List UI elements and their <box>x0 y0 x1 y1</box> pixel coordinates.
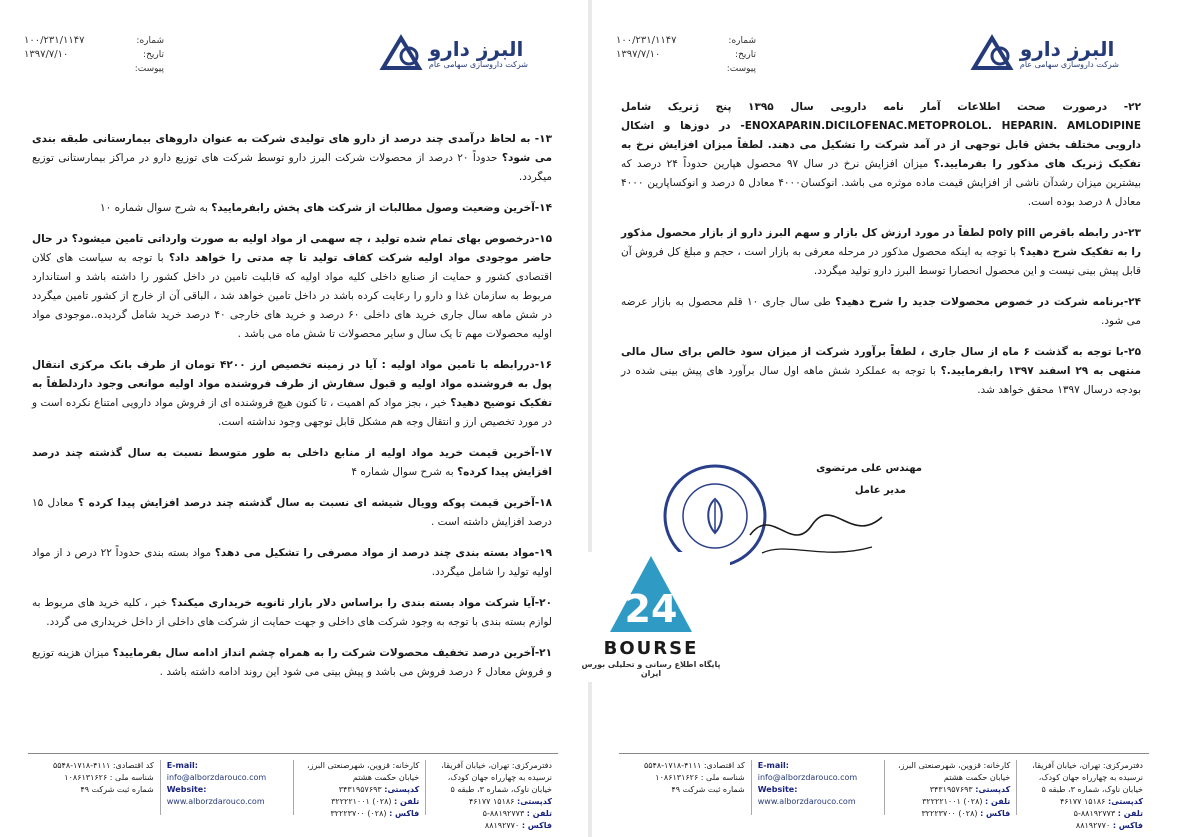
qa-paragraph <box>621 224 1141 281</box>
qa-paragraph <box>621 293 1141 331</box>
watermark-text: BOURSE <box>603 638 699 659</box>
footer-reg-no: شماره ثبت شرکت ۴۹ <box>671 785 745 794</box>
meta-number: ۱۰۰/۲۳۱/۱۱۴۷ <box>24 35 85 46</box>
footer-label: فاکس : <box>1112 821 1143 830</box>
question: ۲۰-آیا شرکت مواد بسته بندی را براساس دلار بازار ثانویه خریداری میکند؟ <box>171 597 552 609</box>
qa-paragraph <box>32 356 552 432</box>
footer-hq-fax: ۸۸۱۹۲۷۷۰ <box>484 821 520 830</box>
question: ۱۵-درخصوص بهای تمام شده تولید ، چه سهمی از مواد اولیه به صورت وارداتی تامین میشود؟ در حال حاضر موجودی مواد اولیه شرکت کفاف تولید تا چه مدتی را خواهد داد؟ <box>32 233 552 264</box>
footer-factory-postal: ۳۴۳۱۹۵۷۶۹۳ <box>338 785 382 794</box>
qa-paragraph <box>621 98 1141 212</box>
footer-ids <box>619 760 751 815</box>
meta-attachment-label: پیوست: <box>134 64 164 74</box>
answer: با توجه به عملکرد شش ماهه اول سال برآورد های پیش بینی شده در بودجه درسال ۱۳۹۷ محقق خواهد شد. <box>621 365 1141 396</box>
company-logo <box>970 34 1119 72</box>
footer-label: کدپستی: <box>975 785 1011 794</box>
answer: خیر ، بجز مواد کم اهمیت ، تا کنون هیچ فروشنده ای از فروش مواد دارویی امتناع نکرده است و در مورد تخصیص ارز و انتقال وجه هم مشکل قابل توجهی وجود نداشته است. <box>32 397 552 428</box>
bourse24-watermark <box>572 552 730 682</box>
footer-website-label: Website: <box>166 785 207 794</box>
meta-number-label: شماره: <box>728 36 756 46</box>
footer-label: کدپستی: <box>1108 797 1143 806</box>
qa-paragraph <box>32 544 552 582</box>
letter-meta <box>616 34 756 76</box>
qa-paragraph <box>32 199 552 218</box>
question: ۱۶-دررابطه با تامین مواد اولیه : آیا در زمینه تخصیص ارز ۴۲۰۰ تومان از طرف بانک مرکزی انتقال پول به فروشنده مواد اولیه و قبول سفارش از طرف فروشنده مواد اولیه موانعی وجود داردلطفاً به تفکیک توضیح دهید؟ <box>32 359 553 409</box>
footer-hq <box>425 760 558 830</box>
footer-email-label: E-mail: <box>757 761 789 770</box>
meta-date: ۱۳۹۷/۷/۱۰ <box>616 49 661 60</box>
footer-factory-address: کارخانه: قزوین، شهرصنعتی البرز، خیابان حکمت هشتم <box>898 761 1011 782</box>
footer-label: تلفن : <box>985 797 1011 806</box>
qa-paragraph <box>32 494 552 532</box>
answer: میزان افزایش نرخ در سال ۹۷ محصول هپارین حدوداً ۲۴ درصد که بیشترین میزان رشدآن ناشی از افزایش قیمت ماده موثره می باشد. انوکسان۴۰۰۰ معادل ۵ درصد و انوکساپارین ۴۰۰۰ معادل ۸ درصد بوده است. <box>621 158 1142 208</box>
letter-footer <box>28 753 558 830</box>
meta-number: ۱۰۰/۲۳۱/۱۱۴۷ <box>616 35 677 46</box>
footer-email[interactable]: info@alborzdarouco.com <box>166 773 267 782</box>
footer-label: تلفن : <box>394 797 420 806</box>
footer-hq-phone: ۸۸۱۹۲۷۷۳-۵ <box>482 809 525 818</box>
answer: با توجه به اینکه محصول مذکور در مرحله معرفی به بازار است ، حجم و مبلغ کل فروش آن قابل پیش بینی نیست و این محصول انحصارا توسط البرز دارو تولید میگردد. <box>621 246 1141 277</box>
footer-eco-code: کد اقتصادی: ۴۱۱۱-۱۷۱۸-۵۵۴۸ <box>52 761 154 770</box>
answer: میزان هزینه توزیع و فروش معادل ۶ درصد فروش می باشد و پیش بینی می شود این روند ادامه داشته باشد . <box>32 647 552 678</box>
answer: با توجه به سیاست های کلان اقتصادی کشور و حمایت از صنایع داخلی کلیه مواد اولیه که قابلیت تامین در داخل کشور را داشته باشد و استاندارد مربوط به سازمان غذا و دارو را رعایت کرده باشد در داخل تامین خواهد شد ، الباقی آن از خارج از کشور تامین میگردد در شش ماهه سال جاری خرید های داخلی ۶۰ درصد و خرید های خارجی ۴۰ درصد خرید شامل گردیده..موجودی مواد اولیه محصولات مهم تا یک سال و سایر محصولات تا شش ماه می باشد . <box>32 252 552 340</box>
footer-factory-fax: (۰۲۸) ۳۲۲۲۳۷۰۰ <box>921 809 978 818</box>
meta-date-label: تاریخ: <box>143 50 164 60</box>
logo-mark-icon <box>970 34 1014 72</box>
footer-contact <box>160 760 293 815</box>
footer-factory-fax: (۰۲۸) ۳۲۲۲۳۷۰۰ <box>330 809 387 818</box>
footer-eco-code: کد اقتصادی: ۴۱۱۱-۱۷۱۸-۵۵۴۸ <box>643 761 745 770</box>
footer-email[interactable]: info@alborzdarouco.com <box>757 773 858 782</box>
answer: به شرح سوال شماره ۱۰ <box>99 202 208 214</box>
answer: مواد بسته بندی حدوداً ۲۲ درص د از مواد اولیه تولید را شامل میگردد. <box>32 547 552 578</box>
letter-body <box>32 130 552 694</box>
handwritten-signature-icon <box>742 495 892 565</box>
footer-label: کدپستی: <box>517 797 552 806</box>
footer-national-id: شناسه ملی : ۱۰۸۶۱۳۱۶۲۶ <box>64 773 154 782</box>
question: ۱۳- به لحاظ درآمدی چند درصد از دارو های تولیدی شرکت به عنوان داروهای بیمارستانی طبقه بندی می شود؟ <box>32 133 553 164</box>
footer-ids <box>28 760 160 815</box>
footer-label: تلفن : <box>1117 809 1143 818</box>
question: ۱۸-آخرین قیمت پوکه وویال شیشه ای نسبت به سال گذشته چند درصد افزایش پیدا کرده ؟ <box>77 497 553 509</box>
meta-date-label: تاریخ: <box>735 50 756 60</box>
footer-contact <box>751 760 884 815</box>
logo-name: البرز دارو <box>428 36 524 61</box>
footer-label: فاکس : <box>389 809 420 818</box>
logo-subtitle: شرکت داروسازی سهامی عام <box>428 59 528 69</box>
answer: معادل ۱۵ درصد افزایش داشته است . <box>32 497 552 528</box>
logo-name: البرز دارو <box>1019 36 1115 61</box>
footer-hq-address: دفترمرکزی: تهران، خیابان آفریقا، نرسیده به چهارراه جهان کودک، خیابان ناوک، شماره ۳، طبقه ۵ <box>441 761 552 794</box>
footer-label: کدپستی: <box>384 785 420 794</box>
meta-date: ۱۳۹۷/۷/۱۰ <box>24 49 69 60</box>
footer-hq-postal: ۱۵۱۸۶ ۴۶۱۷۷ <box>468 797 515 806</box>
letter-page-1 <box>0 0 588 837</box>
watermark-subtitle: پایگاه اطلاع رسانی و تحلیلی بورس ایران <box>581 660 721 678</box>
signatory-name: مهندس علی مرتضوی <box>816 463 922 474</box>
footer-factory-phone: (۰۲۸) ۳۲۲۲۲۱۰۰۱ <box>331 797 392 806</box>
footer-hq-fax: ۸۸۱۹۲۷۷۰ <box>1075 821 1111 830</box>
footer-website[interactable]: www.alborzdarouco.com <box>757 797 856 806</box>
question: ۱۴-آخرین وضعیت وصول مطالبات از شرکت های پخش رابفرمایید؟ <box>211 202 552 214</box>
qa-paragraph <box>32 130 552 187</box>
qa-paragraph <box>32 230 552 344</box>
footer-factory-phone: (۰۲۸) ۳۲۲۲۲۱۰۰۱ <box>922 797 983 806</box>
footer-factory <box>293 760 426 818</box>
footer-factory <box>884 760 1017 818</box>
footer-hq-postal: ۱۵۱۸۶ ۴۶۱۷۷ <box>1059 797 1106 806</box>
signatory-role: مدیر عامل <box>854 485 906 496</box>
footer-label: فاکس : <box>521 821 552 830</box>
footer-website[interactable]: www.alborzdarouco.com <box>166 797 265 806</box>
letter-page-2 <box>592 0 1179 837</box>
question: ۲۳-در رابطه باقرص poly pill لطفاً در مورد ارزش کل بازار و سهم البرز دارو از بازار محصول مذکور را به تفکیک شرح دهید؟ <box>621 227 1142 258</box>
meta-number-label: شماره: <box>136 36 164 46</box>
logo-subtitle: شرکت داروسازی سهامی عام <box>1019 59 1119 69</box>
answer: به شرح سوال شماره ۴ <box>351 466 454 478</box>
meta-attachment-label: پیوست: <box>726 64 756 74</box>
footer-factory-address: کارخانه: قزوین، شهرصنعتی البرز، خیابان حکمت هشتم <box>307 761 420 782</box>
footer-national-id: شناسه ملی : ۱۰۸۶۱۳۱۶۲۶ <box>655 773 745 782</box>
footer-label: تلفن : <box>526 809 552 818</box>
footer-label: فاکس : <box>980 809 1011 818</box>
qa-paragraph <box>621 343 1141 400</box>
question: ۱۷-آخرین قیمت خرید مواد اولیه از منابع داخلی به طور متوسط نسبت به سال گذشته چند درصد افزایش پیدا کرده؟ <box>32 447 552 478</box>
footer-website-label: Website: <box>757 785 798 794</box>
footer-factory-postal: ۳۴۳۱۹۵۷۶۹۳ <box>929 785 973 794</box>
question: ۲۵-با توجه به گذشت ۶ ماه از سال جاری ، لطفاً برآورد شرکت از میزان سود خالص برای سال مالی منتهی به ۲۹ اسفند ۱۳۹۷ رابفرمایید.؟ <box>621 346 1141 377</box>
answer: طی سال جاری ۱۰ قلم محصول به بازار عرضه می شود. <box>621 296 1141 327</box>
logo-mark-icon <box>379 34 423 72</box>
qa-paragraph <box>32 444 552 482</box>
letter-meta <box>24 34 164 76</box>
question: ۲۲- درصورت صحت اطلاعات آمار نامه دارویی سال ۱۳۹۵ پنج ژنریک شامل ENOXAPARIN.DICILOFENAC.METOPROLOL. HEPARIN. AMLODIPINE- در دوزها و اشکال دارویی مختلف بخش قابل توجهی از در آمد شرکت را تشکیل می دهند. لطفاً میزان افزایش نرخ به تفکیک ژنریک های مذکور را بفرمایید.؟ <box>621 101 1141 170</box>
answer: حدوداً ۲۰ درصد از محصولات شرکت البرز دارو توسط شرکت های توزیع دارو در مراکز بیمارستانی توزیع میگردد. <box>32 152 552 183</box>
footer-hq-phone: ۸۸۱۹۲۷۷۳-۵ <box>1073 809 1116 818</box>
qa-paragraph <box>32 594 552 632</box>
footer-hq <box>1016 760 1149 830</box>
company-logo <box>379 34 528 72</box>
bourse24-logo-icon <box>572 552 730 638</box>
footer-reg-no: شماره ثبت شرکت ۴۹ <box>80 785 154 794</box>
footer-email-label: E-mail: <box>166 761 198 770</box>
answer: خیر ، کلیه خرید های مربوط به لوازم بسته بندی با توجه به وجود شرکت های داخلی و جهت حمایت از شرکت های داخلی از داخل خریداری می گردد. <box>32 597 552 628</box>
letter-footer <box>619 753 1149 830</box>
svg-text:24: 24 <box>624 587 678 631</box>
question: ۱۹-مواد بسته بندی چند درصد از مواد مصرفی را تشکیل می دهد؟ <box>214 547 552 559</box>
letter-body <box>621 98 1141 412</box>
footer-hq-address: دفترمرکزی: تهران، خیابان آفریقا، نرسیده به چهارراه جهان کودک، خیابان ناوک، شماره ۳، طبقه ۵ <box>1032 761 1143 794</box>
question: ۲۱-آخرین درصد تخفیف محصولات شرکت را به همراه چشم انداز ادامه سال بفرمایید؟ <box>112 647 552 659</box>
qa-paragraph <box>32 644 552 682</box>
question: ۲۴-برنامه شرکت در خصوص محصولات جدید را شرح دهید؟ <box>835 296 1141 308</box>
